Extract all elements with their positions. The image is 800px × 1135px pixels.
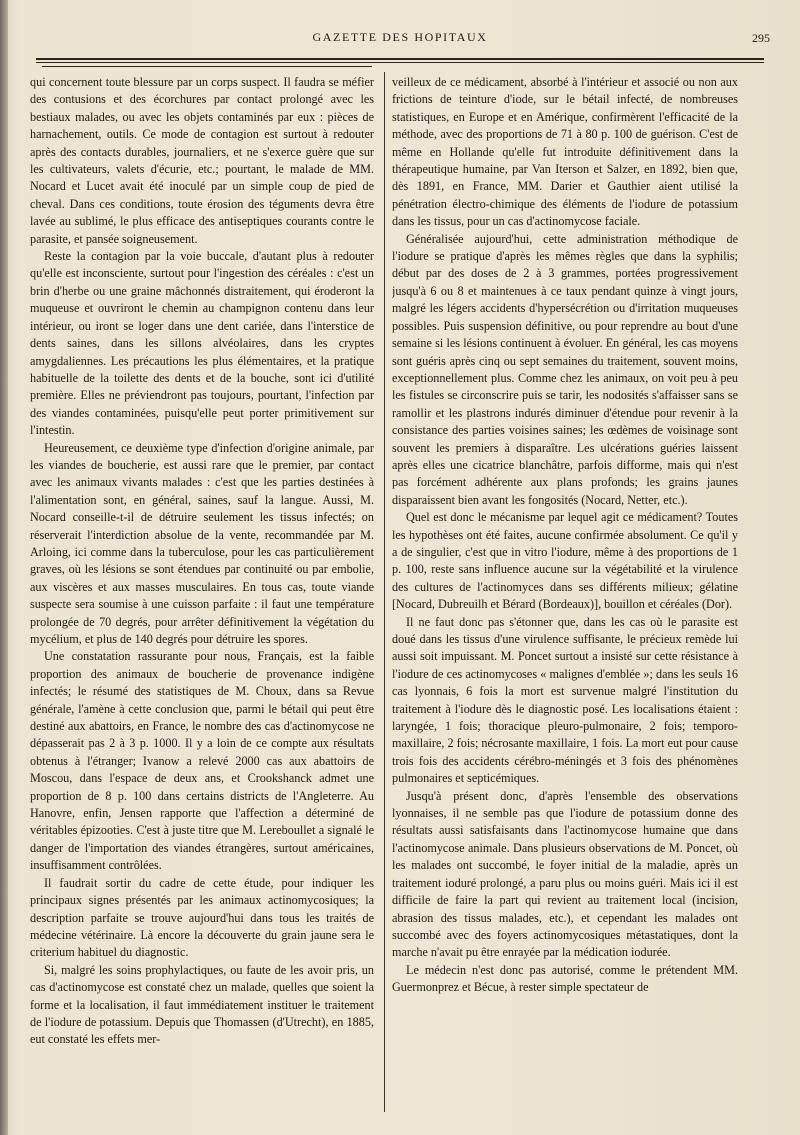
paragraph: veilleux de ce médicament, absorbé à l'intérieur et associé ou non aux frictions de teinture d'iode, sur le bétail infecté, de nombreuses statistiques, en Europe et en Amérique, confirmèrent l'efficacité de la méthode, avec des proportions de 71 à 80 p. 100 de guérison. C'est de même en Hollande qu'elle fut introduite définitivement dans la thérapeutique humaine, par Van Iterson et Salzer, en 1892, bien que, dès 1891, en France, MM. Darier et Gauthier aient utilisé la pénétration électro-chimique des éléments de l'iodure de potassium dans les tissus, pour un cas d'actinomycose faciale.	[392, 75, 738, 229]
paragraph: Il ne faut donc pas s'étonner que, dans les cas où le parasite est doué dans les tissus d'une virulence suffisante, le précieux remède lui aussi soit impuissant. M. Poncet surtout a insisté sur cette résistance à l'iodure de ces actinomycoses « malignes d'emblée »; dans les seuls 16 cas lyonnais, 6 fois la mort est survenue malgré l'institution du traitement à l'iodure dès le diagnostic posé. Les localisations étaient : laryngée, 1 fois; thoracique pleuro-pulmonaire, 2 fois; temporo-maxillaire, 2 fois; nécrosante maxillaire, 1 fois. La mort eut pour cause trois fois des accidents cérébro-méningés et 3 fois des phénomènes pulmonaires et septicémiques.	[392, 614, 738, 786]
right-column	[392, 74, 738, 1119]
header-rule	[36, 58, 764, 60]
paragraph: Généralisée aujourd'hui, cette administration méthodique de l'iodure se pratique d'après les mêmes règles que dans la syphilis; début par des doses de 2 à 3 grammes, portées progressivement jusqu'à 6 ou 8 et maintenues à ce taux pendant quinze à vingt jours, malgré les légers accidents d'hypersécrétion ou d'irritation muqueuses possibles. Puis suspension définitive, ou pour reprendre au bout d'une semaine si les lésions continuent à évoluer. En général, les cas moyens sont guéris après cinq ou sept semaines du traitement, souvent moins, exceptionnellement plus. Comme chez les animaux, on voit peu à peu les fistules se circonscrire puis se tarir, les nodosités s'affaisser sans se ramollir et les plastrons indurés diminuer d'étendue pour revenir à la consistance des parties voisines saines; les œdèmes de voisinage sont souvent les premiers à disparaître. Les ulcérations guéries laissent après elles une cicatrice blanchâtre, parfois difforme, mais qui n'est pas forcément adhérente aux plans profonds; les grains jaunes disparaissent bien avant les fongosités (Nocard, Netter, etc.).	[392, 231, 738, 507]
column-divider	[384, 72, 385, 1112]
paragraph: Il faudrait sortir du cadre de cette étude, pour indiquer les principaux signes présentés par les animaux actinomycosiques; la description parfaite se trouve aujourd'hui dans tous les traités de médecine vétérinaire. Là encore la découverte du grain jaune sera le criterium habituel du diagnostic.	[30, 875, 374, 960]
page-header	[30, 30, 770, 50]
header-rule-thin	[36, 62, 764, 63]
paragraph: Reste la contagion par la voie buccale, d'autant plus à redouter qu'elle est inconsciente, surtout pour l'ingestion des céréales : c'est un brin d'herbe ou une graine mâchonnés distraitement, qui éroderont la muqueuse et ouvriront le chemin au champignon contenu dans leur intérieur, ou iront se loger dans une dent cariée, dans l'interstice de dents saines, dans les sillons alvéolaires, dans les cryptes amygdaliennes. Les précautions les plus élémentaires, et la pratique habituelle de la toilette des dents et de la bouche, sont ici d'utilité première. Elles ne préviendront pas toujours, pourtant, l'infection par des viandes contaminées, puisqu'elle peut porter primitivement sur l'intestin.	[30, 249, 374, 438]
paragraph: Le médecin n'est donc pas autorisé, comme le prétendent MM. Guermonprez et Bécue, à rester simple spectateur de	[392, 962, 738, 995]
paragraph: Quel est donc le mécanisme par lequel agit ce médicament? Toutes les hypothèses ont été faites, aucune confirmée absolument. Ce qu'il y a de singulier, c'est que in vitro l'iodure, même à des proportions de 1 p. 100, reste sans influence aucune sur la végétabilité et la virulence des cultures de l'actinomyces dans ses différents milieux; gélatine [Nocard, Dubreuilh et Bérard (Bordeaux)], bouillon et céréales (Dor).	[392, 510, 738, 612]
paragraph: Heureusement, ce deuxième type d'infection d'origine animale, par les viandes de boucherie, est aussi rare que le premier, par contact avec les animaux vivants malades : c'est que les parties destinées à l'alimentation sont, en général, saines, sauf la langue. Aussi, M. Nocard conseille-t-il de détruire seulement les tissus infectés; on réserverait l'interdiction absolue de la vente, recommandée par M. Arloing, ici comme dans la tuberculose, pour les cas particulièrement graves, où les lésions se sont étendues par continuité ou par embolie, aux viscères et aux masses musculaires. En tous cas, toute viande suspecte sera soumise à une cuisson parfaite : il faut une température prolongée de 70 degrés, pour arrêter définitivement la végétation du mycélium, et plus de 140 degrés pour détruire les spores.	[30, 440, 374, 646]
paragraph: Une constatation rassurante pour nous, Français, est la faible proportion des animaux de boucherie de provenance indigène infectés; le résumé des statistiques de M. Choux, dans sa Revue générale, l'amène à cette conclusion que, parmi le bétail qui peut être destiné aux abattoirs, en France, le nombre des cas d'actinomycose ne dépasserait pas 2 à 3 p. 1000. Il y a loin de ce compte aux résultats obtenus à l'étranger; Ivanow a relevé 2000 cas aux abattoirs de Moscou, dans l'espace de deux ans, et Crookshanck admet une proportion de 8 p. 100 dans certains districts de l'Angleterre. Au Hanovre, enfin, Jensen rapporte que l'affection a déterminé de véritables épizooties. C'est à juste titre que M. Lereboullet a signalé le danger de l'importation des viandes étrangères, surtout américaines, insuffisamment contrôlées.	[30, 649, 374, 873]
left-column	[30, 74, 374, 1119]
paragraph: Si, malgré les soins prophylactiques, ou faute de les avoir pris, un cas d'actinomycose est constaté chez un malade, quelles que soient la forme et la localisation, il faut immédiatement instituer le traitement de l'iodure de potassium. Depuis que Thomassen (d'Utrecht), en 1885, eut constaté les effets mer-	[30, 962, 374, 1047]
running-title: GAZETTE DES HOPITAUX	[312, 30, 488, 44]
binding-edge	[0, 0, 8, 1135]
column-top-rule	[42, 66, 372, 67]
page-number: 295	[752, 31, 770, 45]
paragraph: Jusqu'à présent donc, d'après l'ensemble des observations lyonnaises, il ne semble pas que l'iodure de potassium donne des résultats aussi satisfaisants dans l'actinomycose humaine que dans l'actinomycose animale. Dans plusieurs observations de M. Poncet, où les malades ont succombé, le foyer initial de la maladie, après un traitement ioduré prolongé, a paru plus ou moins guéri. Mais ici il est difficile de faire la part qui revient au traitement local (incision, abrasion des tissus malades, etc.), et cependant les malades ont succombé avec des foyers actinomycosiques métastatiques, dont la marche n'avait pu être enrayée par la médication iodurée.	[392, 788, 738, 960]
paragraph: qui concernent toute blessure par un corps suspect. Il faudra se méfier des contusions et des écorchures par contact prolongé avec les bestiaux malades, ou avec les objets contaminés par eux : pièces de harnachement, outils. Ce mode de contagion est surtout à redouter après des contacts durables, journaliers, et ne s'exerce guère que sur les cultivateurs, valets d'écurie, etc.; pourtant, le malade de MM. Nocard et Lucet avait été inoculé par un simple coup de pied de cheval. Dans ces conditions, toute érosion des téguments devra être lavée au sublimé, le plus efficace des antiseptiques courants contre le parasite, et pansée soigneusement.	[30, 75, 374, 246]
